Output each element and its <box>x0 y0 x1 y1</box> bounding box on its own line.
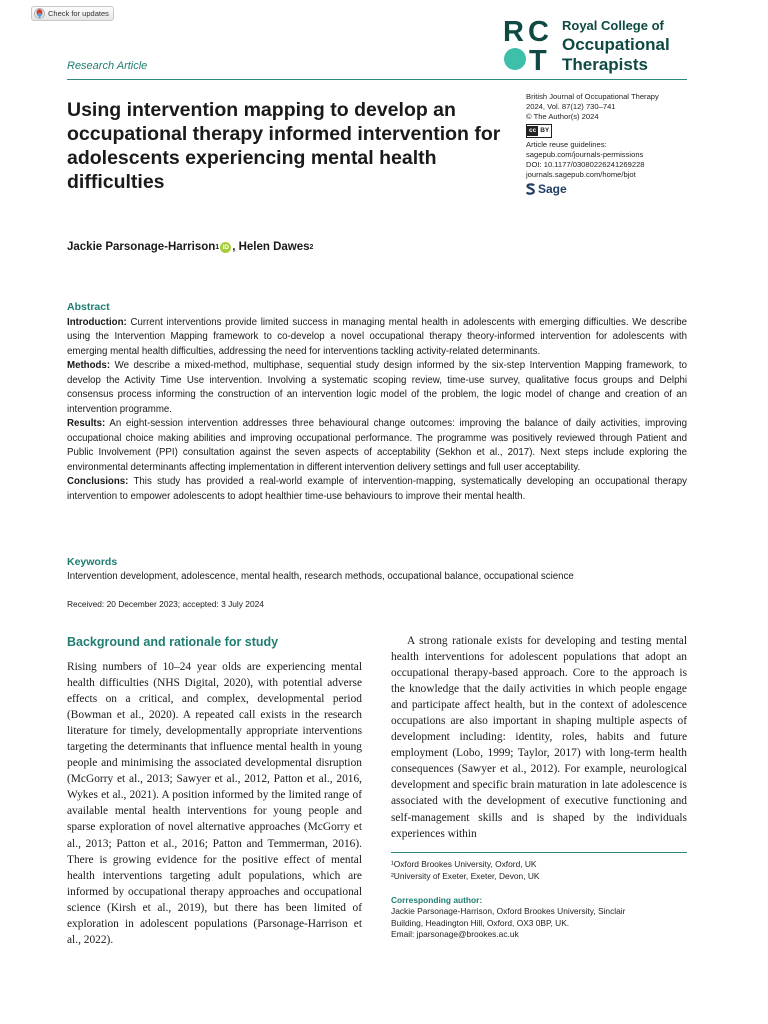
abstract-label: Conclusions: <box>67 476 129 487</box>
corresponding-author <box>391 895 691 940</box>
abstract-label: Results: <box>67 418 106 429</box>
orcid-icon[interactable]: iD <box>220 242 231 253</box>
sage-s-icon <box>526 183 535 195</box>
abstract <box>67 300 687 504</box>
corresponding-line2: Building, Headington Hill, Oxford, OX3 0BP, UK. <box>391 917 570 928</box>
cc-icon: cc <box>527 126 538 136</box>
body-column-right: A strong rationale exists for developing and testing mental health interventions for adolescent populations that adopt an occupational therapy-based approach. Core to the approach is the knowledge that the daily activities in which people engage and participate affect health, but in the context of adolescence occupations are also important in shaping multiple aspects of development including: identity, roles, habits and future employment (Lobo, 1999; Taylor, 2017) with long-term health consequences (Sawyer et al., 2012). For example, neurological development and specific brain maturation in late adolescence is associated with the development of executive functioning and self-management skills and is shaped by the individuals experiences within <box>391 635 687 840</box>
affiliation-1: ¹Oxford Brookes University, Oxford, UK <box>391 859 537 869</box>
keywords-heading: Keywords <box>67 556 118 568</box>
keywords-list: Intervention development, adolescence, mental health, research methods, occupational balance, occupational science <box>67 571 574 582</box>
logo-line3: Therapists <box>562 55 648 74</box>
sage-logo <box>526 183 696 195</box>
authors <box>67 241 313 253</box>
affiliations <box>391 859 539 882</box>
journal-url-link[interactable]: journals.sagepub.com/home/bjot <box>526 170 636 180</box>
journal-volume: 2024, Vol. 87(12) 730–741 <box>526 102 616 112</box>
cc-license-badge[interactable] <box>526 124 552 138</box>
author-separator: , <box>232 241 239 253</box>
logo-wordmark <box>562 17 670 75</box>
abstract-text: Current interventions provide limited success in managing mental health in adolescents with emerging difficulties. We describe using the Intervention Mapping framework to co-develop a novel occupational therapy theory-informed intervention for adolescents with emerging mental health difficulties, addressing the need for interventions tackling activity-related determinants. <box>67 316 687 357</box>
logo-letter-c: C <box>528 16 549 48</box>
header-divider <box>67 79 687 80</box>
keywords <box>67 555 687 584</box>
author-1[interactable]: Jackie Parsonage-Harrison <box>67 241 216 253</box>
logo-line2: Occupational <box>562 35 670 54</box>
abstract-introduction <box>67 316 687 360</box>
article-title: Using intervention mapping to develop an occupational therapy informed intervention for adolescents experiencing mental health difficulties <box>67 99 501 193</box>
logo-letter-r: R <box>503 16 524 48</box>
sage-label: Sage <box>538 182 567 197</box>
logo-letter-t: T <box>529 45 547 71</box>
journal-meta <box>526 92 696 195</box>
logo-line1: Royal College of <box>562 18 664 33</box>
check-for-updates-label: Check for updates <box>48 9 109 18</box>
abstract-methods <box>67 359 687 417</box>
copyright: © The Author(s) 2024 <box>526 112 599 122</box>
abstract-label: Methods: <box>67 360 111 371</box>
article-type: Research Article <box>67 60 148 72</box>
abstract-text: An eight-session intervention addresses three behavioural change outcomes: improving the balance of daily activities, improving occupational choice making abilities and improving occupational performance. The programme was positively reviewed through Patient and Public Involvement (PPI) consultation against the seven aspects of acceptability (Sekhon et al., 2017). Next steps include exploring the environmental determinants affecting implementation in different intervention delivery settings and full user acceptability. <box>67 418 687 473</box>
doi-link[interactable]: DOI: 10.1177/03080226241269228 <box>526 160 645 170</box>
logo-circle-o <box>504 48 526 70</box>
corresponding-email[interactable]: Email: jparsonage@brookes.ac.uk <box>391 928 519 939</box>
corresponding-line1: Jackie Parsonage-Harrison, Oxford Brookes University, Sinclair <box>391 906 626 917</box>
cc-by-label: BY <box>540 126 550 134</box>
abstract-results <box>67 417 687 475</box>
author-1-affiliation: 1 <box>215 243 220 251</box>
author-2[interactable]: Helen Dawes <box>238 241 310 253</box>
body-column-left: Rising numbers of 10–24 year olds are experiencing mental health difficulties (NHS Digital, 2020), with potential adverse effects on a critical, and complex, developmental period (Bowman et al., 2020). A repeated call exists in the research literature for timely, developmentally appropriate interventions targeting the determinants that influence mental health in young people and minimising the associated developmental disruption (McGorry et al., 2013; Sawyer et al., 2012, Patton et al., 2016, Wykes et al., 2021). A position informed by the limited range of available mental health interventions for young people and sparse exploration of novel alternative approaches (McGorry et al., 2013; Patton et al., 2016; Patton and Temmerman, 2016). There is growing evidence for the positive effect of mental health interventions targeting adult populations, which are informed by occupational therapy approaches and occupational science (Kirsh et al., 2019), but there has been limited of exploration in adolescent populations (Parsonage-Harrison et al., 2022). <box>67 661 362 946</box>
check-for-updates-button[interactable] <box>31 6 114 21</box>
abstract-conclusions <box>67 475 687 504</box>
section-heading: Background and rationale for study <box>67 635 279 649</box>
abstract-label: Introduction: <box>67 316 127 328</box>
affiliation-2: ²University of Exeter, Exeter, Devon, UK <box>391 870 540 881</box>
received-dates: Received: 20 December 2023; accepted: 3 July 2024 <box>67 599 264 609</box>
crossmark-icon <box>34 8 45 19</box>
footnote-divider <box>391 852 687 853</box>
abstract-text: We describe a mixed-method, multiphase, sequential study design informed by the six-step Intervention Mapping framework, to develop the Activity Time Use intervention. Involving a systematic scoping review, time-use survey, qualitative focus groups and Delphi consensus process informing the construction of an intervention logic model of the problem, the logic model of change and creation of an intervention programme. <box>67 360 687 415</box>
journal-name: British Journal of Occupational Therapy <box>526 92 659 101</box>
corresponding-heading: Corresponding author: <box>391 895 483 905</box>
reuse-link[interactable]: sagepub.com/journals-permissions <box>526 149 644 159</box>
rcot-logo-mark <box>503 15 555 71</box>
abstract-text: This study has provided a real-world example of intervention-mapping, systematically developing an occupational therapy intervention to empower adolescents to adopt healthier time-use behaviours to improve their mental health. <box>67 476 687 502</box>
author-2-affiliation: 2 <box>309 243 314 251</box>
reuse-label: Article reuse guidelines: <box>526 139 607 149</box>
abstract-heading: Abstract <box>67 301 110 313</box>
